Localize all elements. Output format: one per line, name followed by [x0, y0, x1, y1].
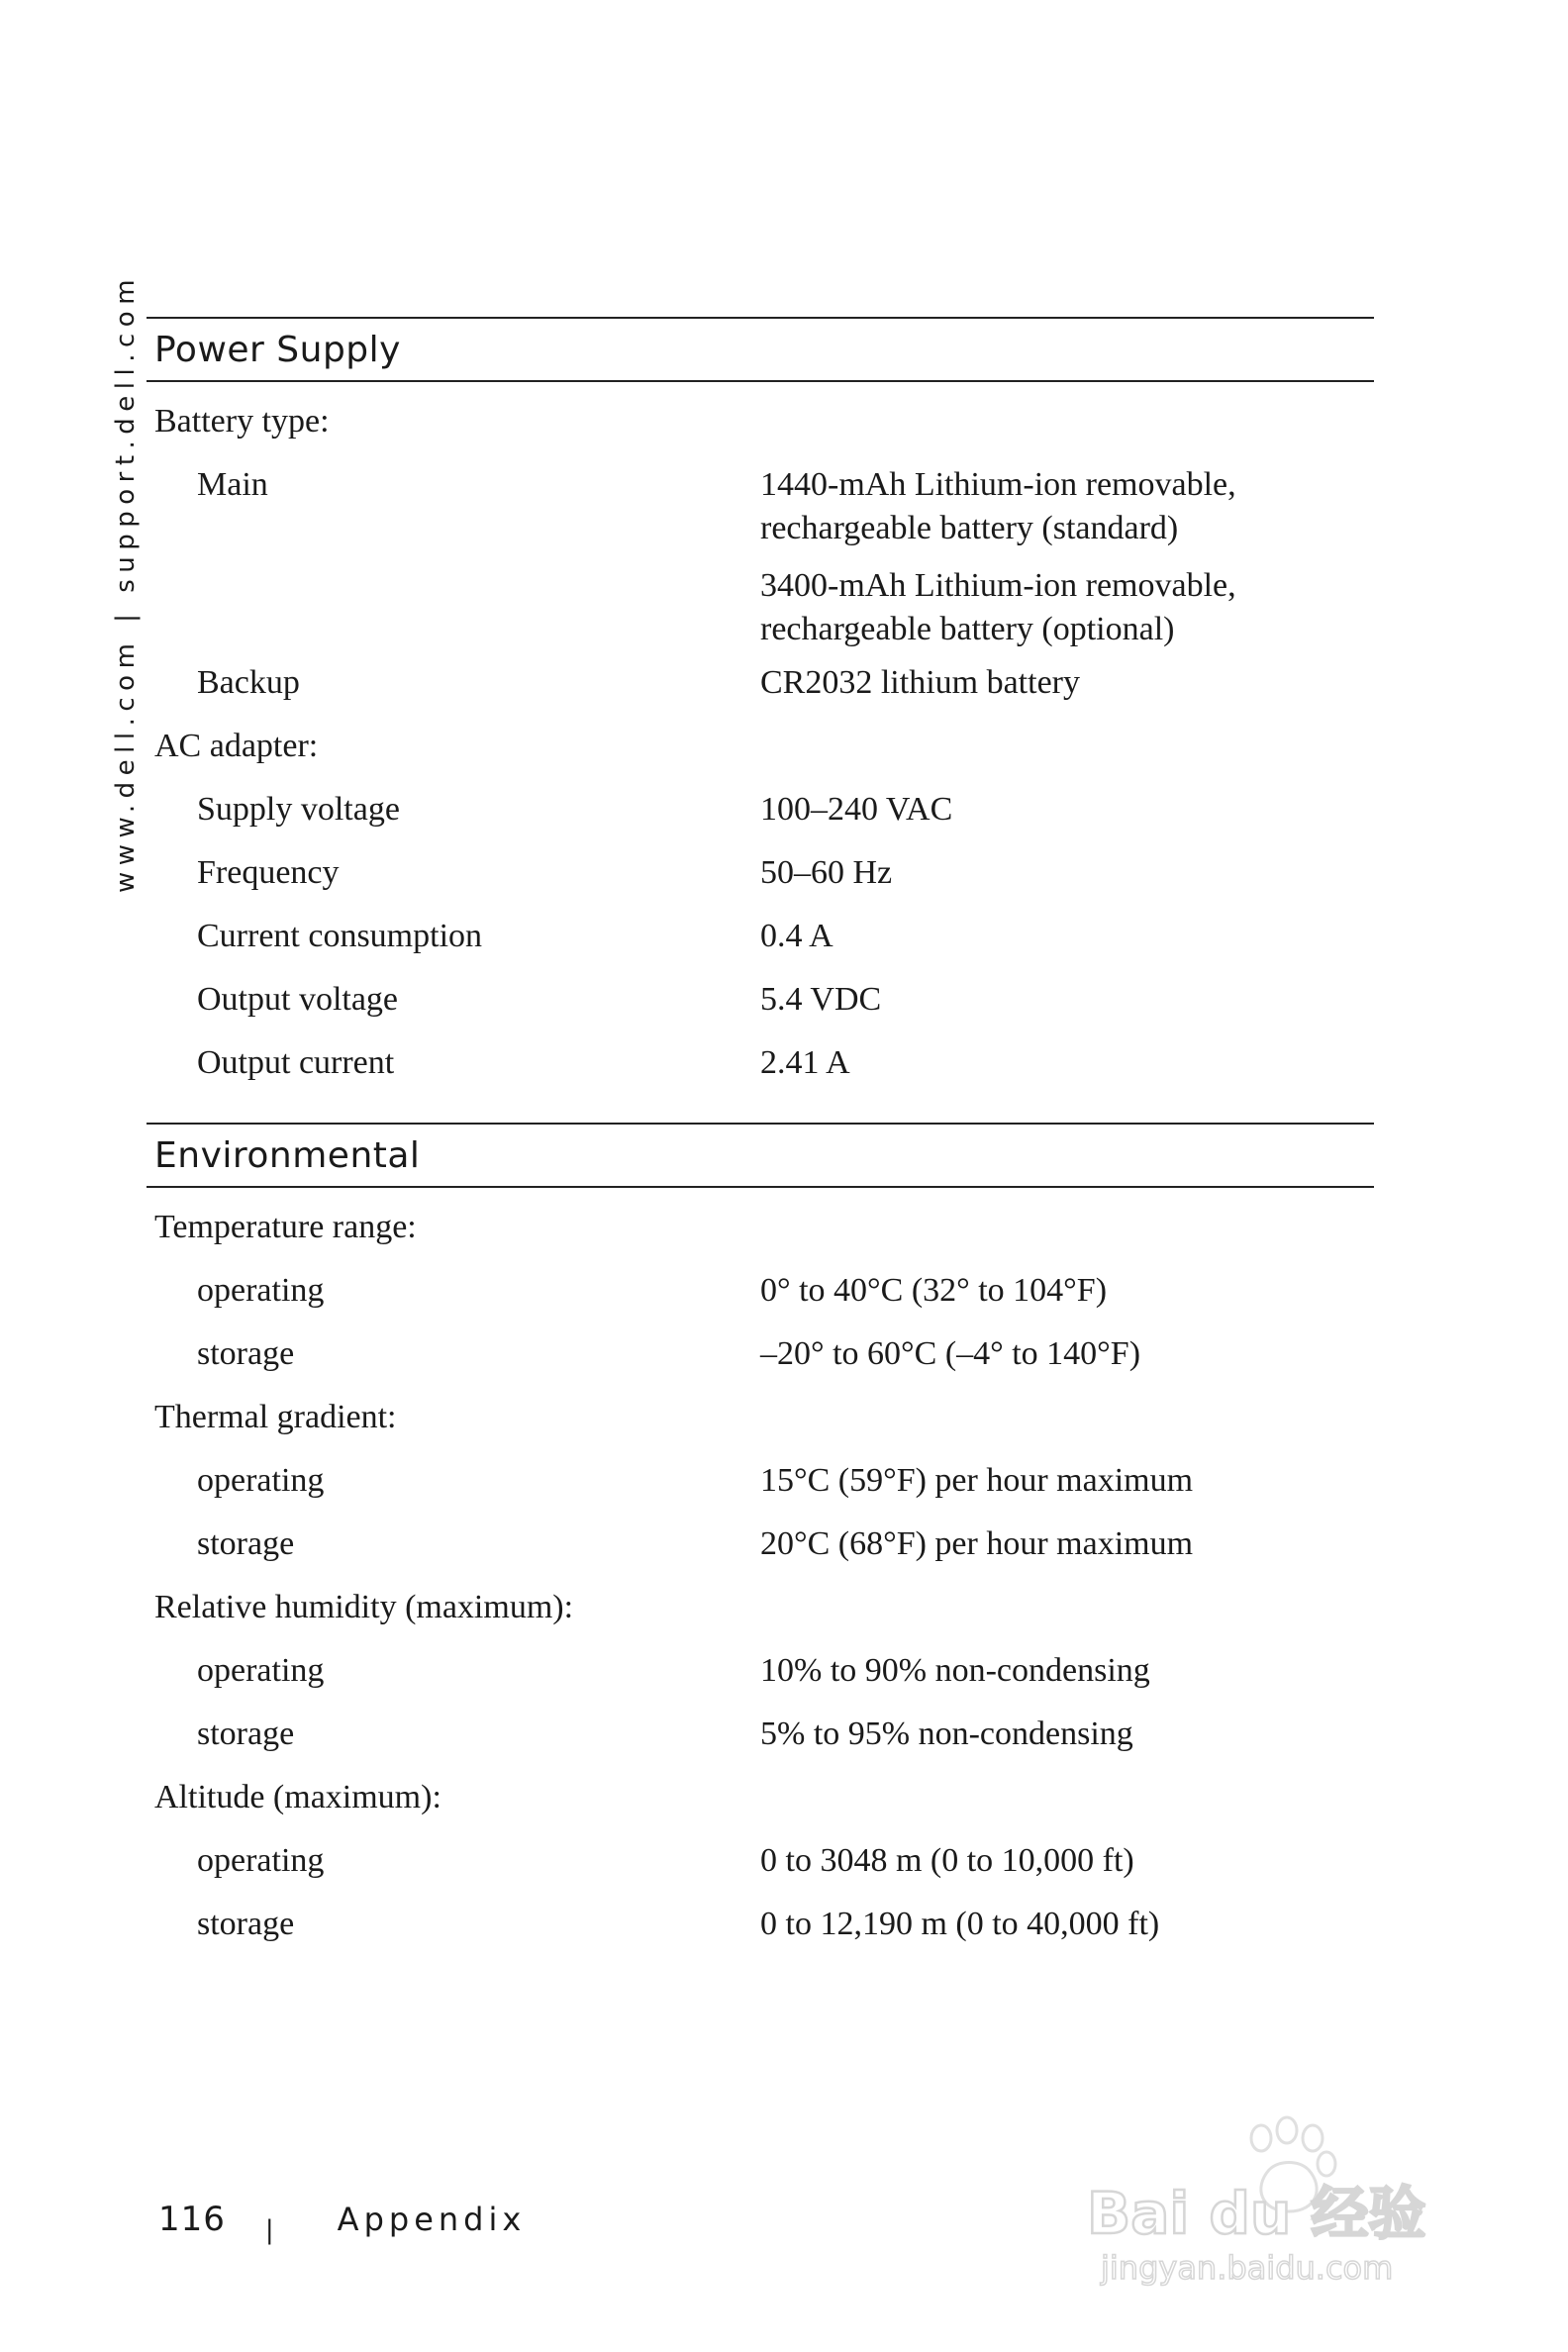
spec-row: [147, 1576, 1374, 1639]
spec-row: [147, 1893, 1374, 1956]
spec-value: [760, 1576, 1374, 1586]
spec-value-line: 5.4 VDC: [760, 981, 882, 1018]
spec-label: storage: [197, 1715, 295, 1752]
watermark-graphic: [1085, 2108, 1461, 2287]
spec-value-block: [760, 788, 1374, 832]
spec-group-label: Battery type:: [154, 403, 330, 440]
spec-label: Current consumption: [197, 918, 483, 954]
spec-row: [147, 1259, 1374, 1323]
spec-value-block: [760, 463, 1374, 550]
spec-value-line: 10% to 90% non-condensing: [760, 1652, 1150, 1689]
page-number: 116: [158, 2200, 226, 2239]
spec-row: [147, 1449, 1374, 1513]
section-heading-power-supply: Power Supply: [147, 317, 1374, 382]
spec-value-line: 20°C (68°F) per hour maximum: [760, 1525, 1194, 1562]
spec-value: [760, 1386, 1374, 1396]
spec-value-line: 0° to 40°C (32° to 104°F): [760, 1272, 1108, 1309]
watermark-url-text: jingyan.baidu.com: [1101, 2249, 1394, 2287]
spec-value: [760, 1449, 1374, 1503]
spec-value-block: [760, 1332, 1374, 1376]
spec-value: [760, 1196, 1374, 1206]
spec-value-line: 2.41 A: [760, 1044, 850, 1081]
spec-label: storage: [197, 1906, 295, 1942]
spec-value-line: CR2032 lithium battery: [760, 664, 1080, 701]
spec-label: storage: [197, 1335, 295, 1372]
environmental-table: [147, 1188, 1374, 1984]
spec-row: [147, 841, 1374, 905]
spec-value: [760, 905, 1374, 958]
spec-value-line: 15°C (59°F) per hour maximum: [760, 1462, 1194, 1499]
spec-value: [760, 453, 1374, 651]
spec-value: [760, 1323, 1374, 1376]
spec-value-line: 50–60 Hz: [760, 854, 893, 891]
spec-row: [147, 968, 1374, 1031]
section-heading-environmental: Environmental: [147, 1123, 1374, 1188]
spec-row: [147, 1829, 1374, 1893]
spec-value-line: 0 to 12,190 m (0 to 40,000 ft): [760, 1906, 1160, 1942]
spec-value-block: [760, 1269, 1374, 1313]
spec-value: [760, 1829, 1374, 1883]
spec-value: [760, 1639, 1374, 1693]
spec-group-label: Thermal gradient:: [154, 1399, 397, 1435]
spec-value: [760, 968, 1374, 1022]
spec-label: operating: [197, 1462, 325, 1499]
spec-value: [760, 1703, 1374, 1756]
spec-value-line: 5% to 95% non-condensing: [760, 1715, 1133, 1752]
baidu-jingyan-watermark: [1085, 2108, 1461, 2287]
spec-value-block: [760, 1713, 1374, 1756]
spec-value-line: 1440-mAh Lithium-ion removable,: [760, 466, 1236, 503]
spec-value-line: –20° to 60°C (–4° to 140°F): [760, 1335, 1141, 1372]
spec-row: [147, 1513, 1374, 1576]
spec-row: [147, 651, 1374, 715]
spec-row: [147, 905, 1374, 968]
spec-value-block: [760, 1522, 1374, 1566]
spec-label: Main: [197, 466, 268, 503]
watermark-brand-text: Bai du 经验: [1087, 2180, 1426, 2247]
footer-separator: |: [264, 2215, 274, 2245]
spec-value-block: [760, 978, 1374, 1022]
spec-value-line: rechargeable battery (standard): [760, 510, 1179, 546]
spec-group-label: AC adapter:: [154, 728, 319, 764]
spec-value-block: [760, 1839, 1374, 1883]
power-supply-table: [147, 382, 1374, 1123]
spec-row: [147, 1703, 1374, 1766]
spec-row: [147, 1766, 1374, 1829]
spec-label: Backup: [197, 664, 300, 701]
spec-value: [760, 651, 1374, 705]
spec-value: [760, 390, 1374, 400]
side-url-text: www.dell.com | support.dell.com: [111, 272, 141, 893]
spec-value-block: [760, 1041, 1374, 1085]
spec-row: [147, 390, 1374, 453]
spec-value-block: [760, 564, 1374, 651]
spec-value-line: 0.4 A: [760, 918, 833, 954]
footer-section-title: Appendix: [337, 2201, 527, 2238]
spec-row: [147, 453, 1374, 651]
spec-group-label: Relative humidity (maximum):: [154, 1589, 574, 1625]
spec-value-line: rechargeable battery (optional): [760, 611, 1175, 647]
spec-row: [147, 1386, 1374, 1449]
spec-row: [147, 1196, 1374, 1259]
spec-group-label: Temperature range:: [154, 1209, 417, 1245]
spec-label: Output current: [197, 1044, 395, 1081]
spec-value: [760, 715, 1374, 725]
spec-value-block: [760, 661, 1374, 705]
spec-group-label: Altitude (maximum):: [154, 1779, 441, 1815]
spec-label: Supply voltage: [197, 791, 400, 828]
spec-value: [760, 1513, 1374, 1566]
spec-value-line: 0 to 3048 m (0 to 10,000 ft): [760, 1842, 1134, 1879]
spec-row: [147, 1639, 1374, 1703]
spec-value-block: [760, 1459, 1374, 1503]
spec-row: [147, 1323, 1374, 1386]
spec-value-line: 100–240 VAC: [760, 791, 953, 828]
spec-value: [760, 841, 1374, 895]
spec-value: [760, 1893, 1374, 1946]
spec-content: [147, 317, 1374, 1984]
spec-row: [147, 1031, 1374, 1095]
spec-label: storage: [197, 1525, 295, 1562]
spec-value-block: [760, 1649, 1374, 1693]
spec-label: operating: [197, 1652, 325, 1689]
spec-row: [147, 778, 1374, 841]
spec-value: [760, 1031, 1374, 1085]
spec-value-line: 3400-mAh Lithium-ion removable,: [760, 567, 1236, 604]
page-footer: [158, 2200, 527, 2245]
spec-value: [760, 778, 1374, 832]
spec-value: [760, 1259, 1374, 1313]
spec-label: operating: [197, 1272, 325, 1309]
spec-value-block: [760, 1903, 1374, 1946]
spec-value-block: [760, 851, 1374, 895]
spec-label: Output voltage: [197, 981, 399, 1018]
spec-value: [760, 1766, 1374, 1776]
spec-value-block: [760, 915, 1374, 958]
spec-label: operating: [197, 1842, 325, 1879]
spec-row: [147, 715, 1374, 778]
spec-label: Frequency: [197, 854, 340, 891]
